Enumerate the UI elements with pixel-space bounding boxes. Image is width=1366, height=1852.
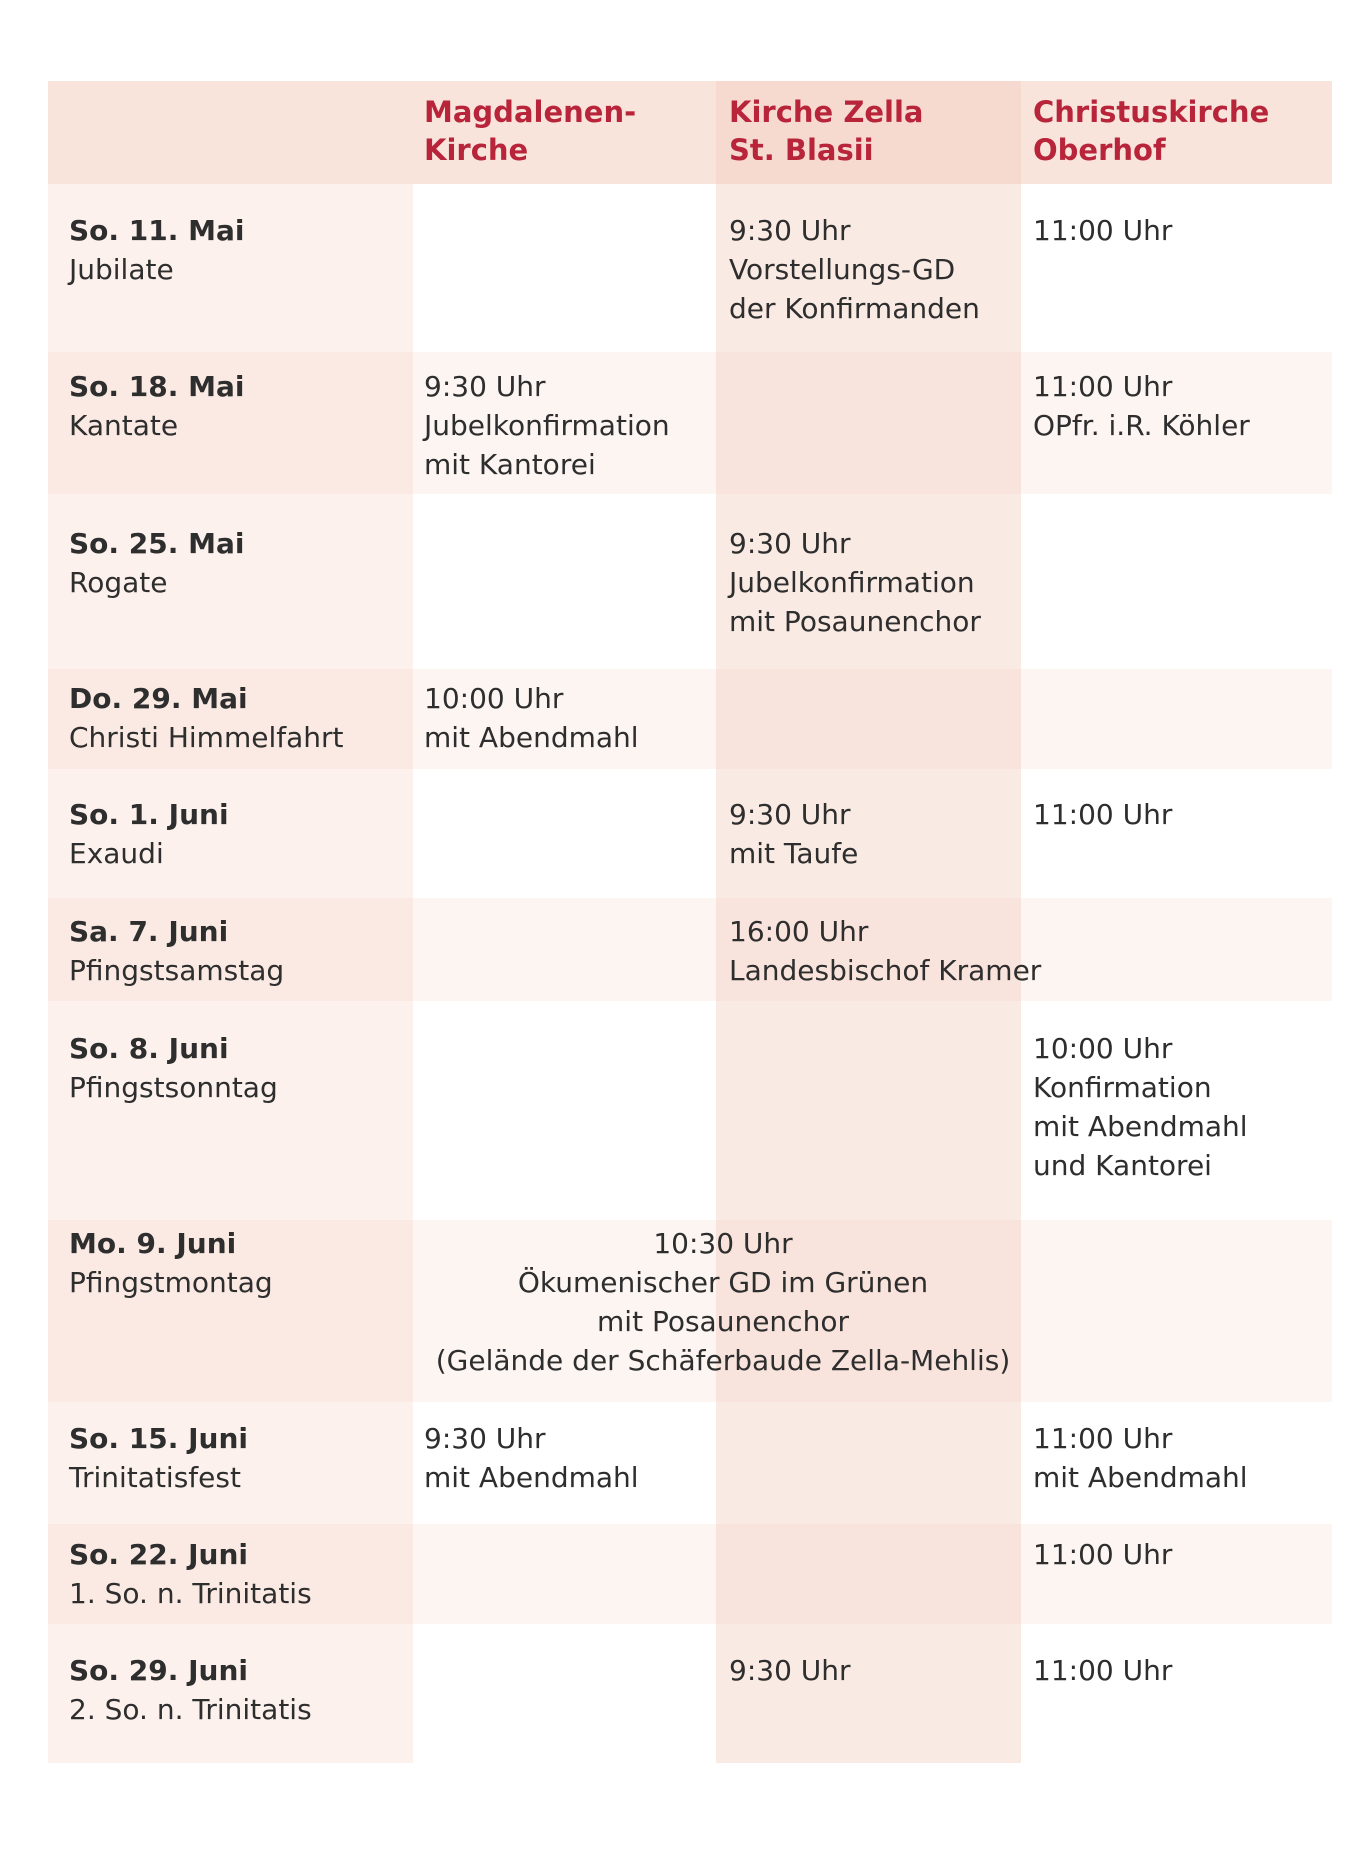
magdalenen-cell: 10:00 Uhr mit Abendmahl bbox=[424, 682, 639, 754]
magdalenen-cell: 9:30 Uhr mit Abendmahl bbox=[424, 1422, 639, 1494]
service-date: So. 8. Juni bbox=[69, 1032, 229, 1065]
date-cell bbox=[69, 1651, 312, 1729]
service-date: Mo. 9. Juni bbox=[69, 1227, 237, 1260]
service-date: So. 25. Mai bbox=[69, 527, 245, 560]
sunday-name: Pfingstsamstag bbox=[69, 954, 285, 987]
kirche-zella-cell: 16:00 Uhr Landesbischof Kramer bbox=[729, 915, 1042, 987]
sunday-name: Christi Himmelfahrt bbox=[69, 721, 344, 754]
christuskirche-cell: 11:00 Uhr OPfr. i.R. Köhler bbox=[1033, 370, 1250, 442]
sunday-name: Trinitatisfest bbox=[69, 1461, 241, 1494]
date-cell bbox=[69, 367, 245, 445]
sunday-name: Jubilate bbox=[69, 253, 174, 286]
sunday-name: Pfingstmontag bbox=[69, 1266, 273, 1299]
header-kirche-zella: Kirche Zella St. Blasii bbox=[729, 95, 924, 167]
date-cell bbox=[69, 795, 229, 873]
date-cell bbox=[69, 1029, 278, 1107]
service-date: So. 15. Juni bbox=[69, 1422, 249, 1455]
date-cell bbox=[69, 912, 284, 990]
kirche-zella-cell: 9:30 Uhr Jubelkonfirmation mit Posaunenchor bbox=[729, 527, 981, 638]
sunday-name: Kantate bbox=[69, 409, 179, 442]
christuskirche-cell: 11:00 Uhr mit Abendmahl bbox=[1033, 1422, 1248, 1494]
service-schedule-table bbox=[48, 81, 1332, 1763]
christuskirche-cell: 11:00 Uhr bbox=[1033, 1654, 1173, 1687]
christuskirche-cell: 10:00 Uhr Konfirmation mit Abendmahl und Kantorei bbox=[1033, 1032, 1248, 1182]
service-date: So. 1. Juni bbox=[69, 798, 229, 831]
sunday-name: 2. So. n. Trinitatis bbox=[69, 1693, 312, 1726]
christuskirche-cell: 11:00 Uhr bbox=[1033, 214, 1173, 247]
sunday-name: Rogate bbox=[69, 566, 168, 599]
date-cell bbox=[69, 1535, 312, 1613]
service-date: Sa. 7. Juni bbox=[69, 915, 229, 948]
sunday-name: Pfingstsonntag bbox=[69, 1071, 278, 1104]
christuskirche-cell: 11:00 Uhr bbox=[1033, 1538, 1173, 1571]
date-cell bbox=[69, 524, 245, 602]
sunday-name: Exaudi bbox=[69, 837, 164, 870]
joint-service-cell: 10:30 Uhr Ökumenischer GD im Grünen mit Posaunenchor (Gelände der Schäferbaude Zella-Mehlis) bbox=[435, 1227, 1011, 1377]
service-date: So. 18. Mai bbox=[69, 370, 245, 403]
date-cell bbox=[69, 1419, 248, 1497]
header-magdalenen-kirche: Magdalenen- Kirche bbox=[424, 95, 637, 167]
date-cell bbox=[69, 679, 343, 757]
christuskirche-cell: 11:00 Uhr bbox=[1033, 798, 1173, 831]
service-date: So. 29. Juni bbox=[69, 1654, 249, 1687]
kirche-zella-cell: 9:30 Uhr mit Taufe bbox=[729, 798, 859, 870]
service-date: Do. 29. Mai bbox=[69, 682, 248, 715]
kirche-zella-cell: 9:30 Uhr bbox=[729, 1654, 851, 1687]
kirche-zella-cell: 9:30 Uhr Vorstellungs-GD der Konfirmanden bbox=[729, 214, 980, 325]
date-cell bbox=[69, 211, 245, 289]
header-christuskirche: Christuskirche Oberhof bbox=[1033, 95, 1270, 167]
date-cell bbox=[69, 1224, 273, 1302]
magdalenen-cell: 9:30 Uhr Jubelkonfirmation mit Kantorei bbox=[424, 370, 670, 481]
service-date: So. 11. Mai bbox=[69, 214, 245, 247]
sunday-name: 1. So. n. Trinitatis bbox=[69, 1577, 312, 1610]
service-date: So. 22. Juni bbox=[69, 1538, 249, 1571]
